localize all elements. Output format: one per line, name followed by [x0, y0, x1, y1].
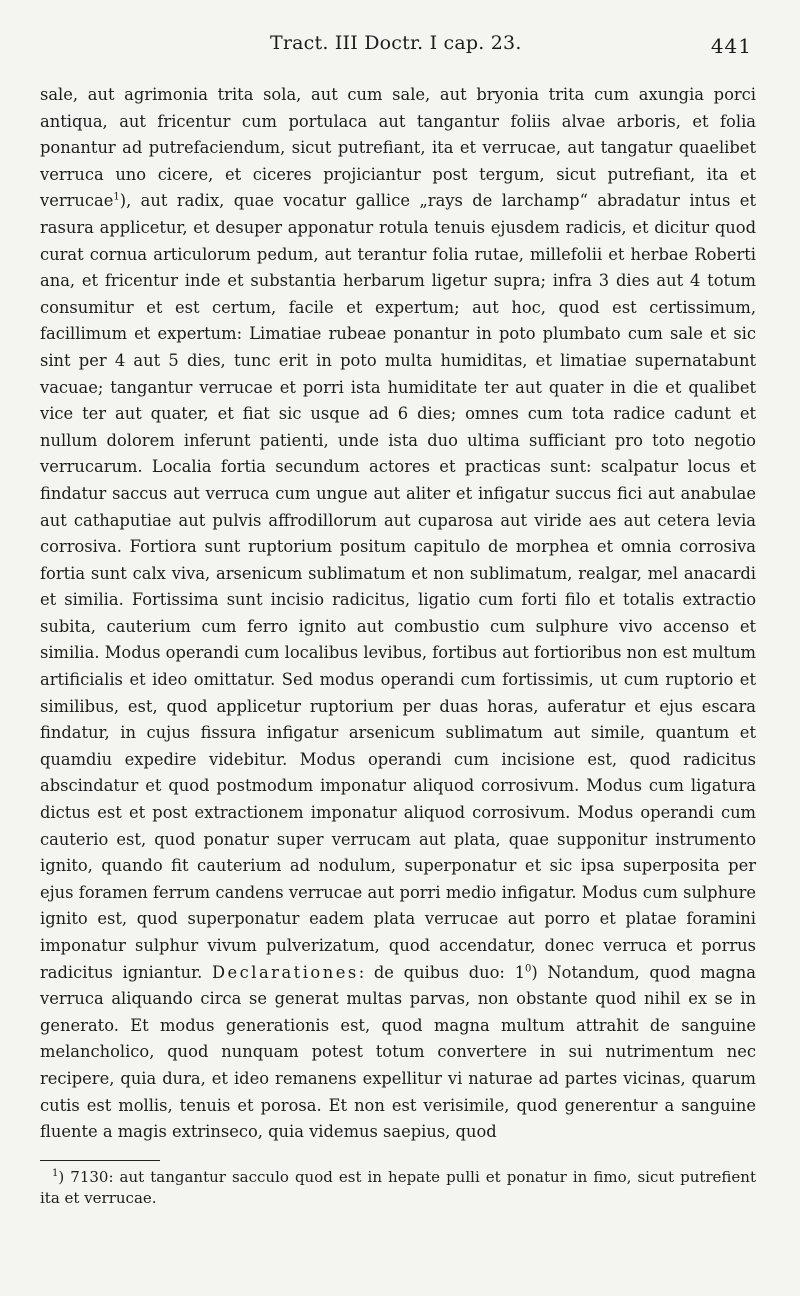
page-number: 441 — [710, 34, 752, 58]
text-segment-1: sale, aut agrimonia trita sola, aut cum sale, aut bryonia trita cum axungia porci antiqua, aut fricentur cum portulaca aut tangantur foliis alvae arboris, et folia ponantur ad putrefaciendum, sicut putrefiant, ita et verrucae, aut tangatur quaelibet verruca uno cicere, et ciceres projiciantur post tergum, sicut putrefiant, ita et verrucae — [40, 85, 756, 211]
main-text-block — [40, 82, 756, 1146]
footnote-text: ) 7130: aut tangantur sacculo quod est in hepate pulli et ponatur in fimo, sicut putrefient ita et verrucae. — [40, 1167, 756, 1207]
text-segment-4: ) Notandum, quod magna verruca aliquando circa se generat multas parvas, non obstante quod nihil ex se in generato. Et modus generationis est, quod magna multum attrahit de sanguine melancholico, quod nunquam potest totum convertere in sui nutrimentum nec recipere, quia dura, et ideo remanens expellitur vi naturae ad partes vicinas, quarum cutis est mollis, tenuis et porosa. Et non est verisimile, quod generentur a sanguine fluente a magis extrinseco, quia videmus saepius, quod — [40, 962, 757, 1142]
main-paragraph — [40, 82, 756, 1146]
footnote — [40, 1167, 756, 1209]
text-segment-3: : de quibus duo: 1 — [358, 962, 525, 982]
running-head-title: Tract. III Doctr. I cap. 23. — [270, 32, 522, 54]
footnote-marker: 1 — [52, 1167, 59, 1179]
footnote-reference[interactable]: 1 — [113, 191, 120, 203]
footnote-divider — [40, 1160, 160, 1161]
text-segment-2: ), aut radix, quae vocatur gallice „rays de larchamp“ abradatur intus et rasura applicetur, et desuper apponatur rotula tenuis ejusdem radicis, et dicitur quod curat cornua articulorum pedum, aut terantur folia rutae, millefolii et herbae Roberti ana, et fricentur inde et substantia herbarum ligetur supra; infra 3 dies aut 4 totum consumitur et est certum, facile et expertum; aut hoc, quod est certissimum, facillimum et expertum: Limatiae rubeae ponantur in poto plumbato cum sale et sic sint per 4 aut 5 dies, tunc erit in poto multa humiditas, et limatiae supernatabunt vacuae; tangantur verrucae et porri ista humiditate ter aut quater in die et qualibet vice ter aut quater, et fiat sic usque ad 6 dies; omnes cum tota radice cadunt et nullum dolorem inferunt patienti, unde ista duo ultima sufficiant pro toto negotio verrucarum. Localia fortia secundum actores et practicas sunt: scalpatur locus et findatur saccus aut verruca cum ungue aut aliter et infigatur succus fici aut anabulae aut cathaputiae aut pulvis affrodillorum aut cuparosa aut viride aes aut cetera levia corrosiva. Fortiora sunt ruptorium positum capitulo de morphea et omnia corrosiva fortia sunt calx viva, arsenicum sublimatum et non sublimatum, realgar, mel anacardi et similia. Fortissima sunt incisio radicitus, ligatio cum forti filo et totalis extractio subita, cauterium cum ferro ignito aut combustio cum sulphure vivo accenso et similia. Modus operandi cum localibus levibus, fortibus aut fortioribus non est multum artificialis et ideo omittatur. Sed modus operandi cum fortissimis, ut cum ruptorio et similibus, est, quod applicetur ruptorium per duas horas, auferatur et ejus escara findatur, in cujus fissura infigatur arsenicum sublimatum aut simile, quantum et quamdiu expedire videbitur. Modus operandi cum incisione est, quod radicitus abscindatur et quod postmodum imponatur aliquod corrosivum. Modus cum ligatura dictus est et post extractionem imponatur aliquod corrosivum. Modus operandi cum cauterio est, quod ponatur super verrucam aut plata, quae supponitur instrumento ignito, quando fit cauterium ad nodulum, superponatur et sic ipsa superposita per ejus foramen ferrum candens verrucae aut porri medio infigatur. Modus cum sulphure ignito est, quod superponatur eadem plata verrucae aut porro et platae foramini imponatur sulphur vivum pulverizatum, quod accendatur, donec verruca et porrus radicitus igniantur. — [40, 191, 756, 982]
running-head — [40, 30, 756, 60]
ordinal-mark: 0 — [524, 963, 532, 975]
declarationes-heading: Declarationes — [211, 962, 359, 982]
